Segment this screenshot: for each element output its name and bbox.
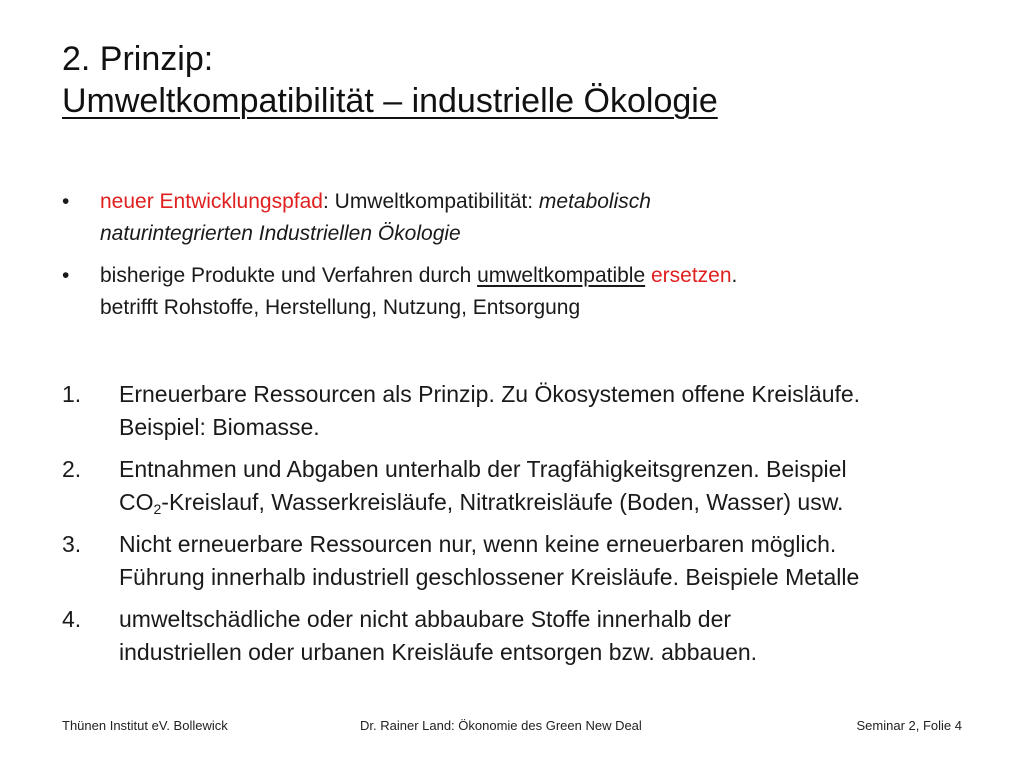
numbered-item [62,378,982,444]
highlight-red: ersetzen [651,264,732,287]
numbered-item [62,603,982,669]
slide-title-line2: Umweltkompatibilität – industrielle Ökologie [62,82,718,120]
bullet-marker: • [62,264,70,287]
bullet-marker: • [62,190,70,213]
bullet-text: bisherige Produkte und Verfahren durch [100,264,478,287]
bullet-line [100,260,962,292]
item-number: 2. [62,456,82,482]
bullet-line [100,218,962,250]
item-line: industriellen oder urbanen Kreisläufe entsorgen bzw. abbauen. [119,639,758,665]
numbered-item [62,528,982,594]
item-line: umweltschädliche oder nicht abbaubare Stoffe innerhalb der [119,606,732,632]
subscript: 2 [153,501,162,517]
bullet-text: . [731,264,738,287]
bullet-italic: metabolisch [538,190,651,213]
item-line: Entnahmen und Abgaben unterhalb der Tragfähigkeitsgrenzen. Beispiel [119,456,847,482]
item-line: Nicht erneuerbare Ressourcen nur, wenn keine erneuerbaren möglich. [119,531,837,557]
bullet-item [62,260,962,324]
item-number: 3. [62,531,82,557]
slide-title-line1: 2. Prinzip: [62,40,214,78]
bullet-item [62,186,962,250]
slide-title [62,38,962,122]
co2-text: CO [119,489,154,515]
item-line: Erneuerbare Ressourcen als Prinzip. Zu Ökosystemen offene Kreisläufe. [119,381,861,407]
bullet-text: : Umweltkompatibilität: [322,190,539,213]
footer-center: Dr. Rainer Land: Ökonomie des Green New Deal [360,718,642,733]
item-line: Beispiel: Biomasse. [119,414,320,440]
numbered-item [62,453,982,519]
footer-left: Thünen Institut eV. Bollewick [62,718,228,733]
item-line: Führung innerhalb industriell geschlossener Kreisläufe. Beispiele Metalle [119,564,860,590]
numbered-list [62,378,982,678]
bullet-italic: naturintegrierten Industriellen Ökologie [100,222,461,245]
highlight-red: neuer Entwicklungspfad [100,190,323,213]
bullet-line: betrifft Rohstoffe, Herstellung, Nutzung, Entsorgung [100,296,581,319]
item-number: 1. [62,381,82,407]
item-line [119,486,982,519]
item-text: -Kreislauf, Wasserkreisläufe, Nitratkreisläufe (Boden, Wasser) usw. [161,489,844,515]
bullet-list [62,186,962,334]
underlined-text: umweltkompatible [477,264,646,287]
bullet-line [100,186,962,218]
footer-right: Seminar 2, Folie 4 [856,718,962,733]
item-number: 4. [62,606,82,632]
